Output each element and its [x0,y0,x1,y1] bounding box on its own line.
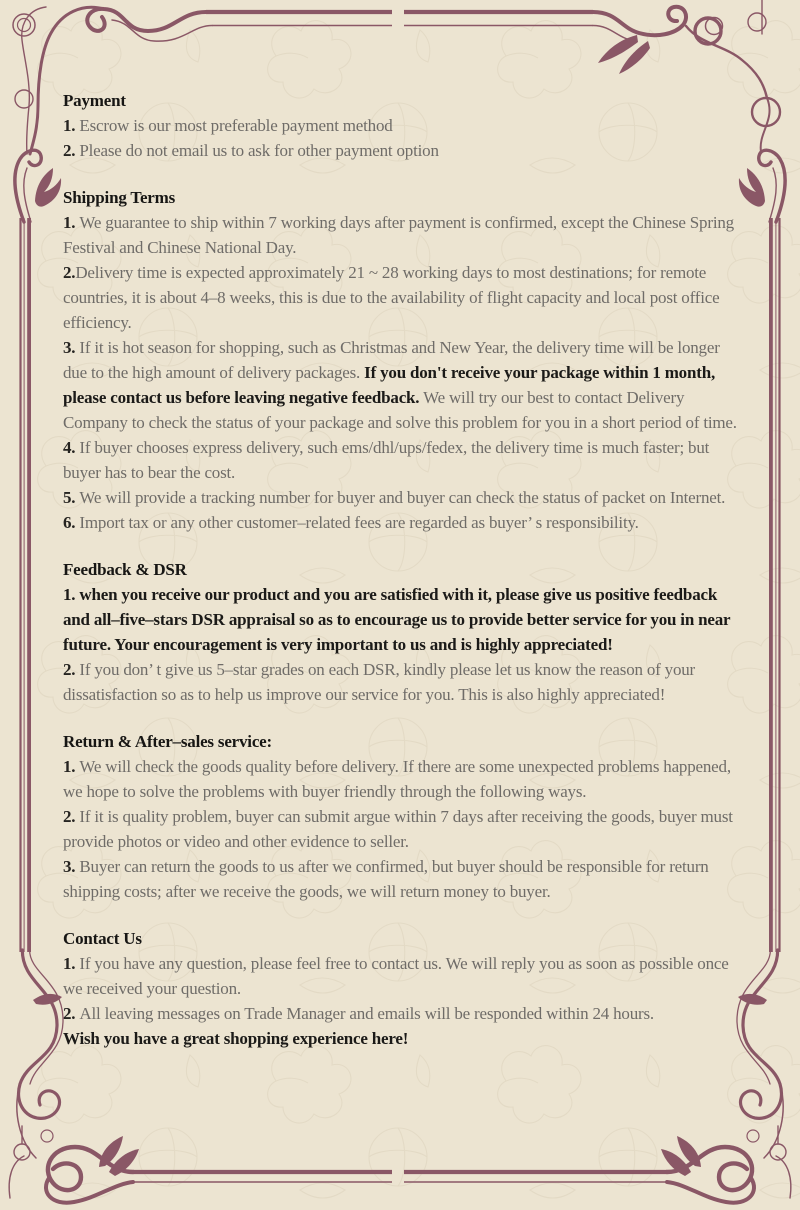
border-bottom-rules [133,1172,667,1182]
item-text: Import tax or any other customer–related fees are regarded as buyer’ s responsibility. [79,513,639,532]
shipping-item-4 [63,435,745,485]
item-text: All leaving messages on Trade Manager and emails will be responded within 24 hours. [79,1004,654,1023]
heading-payment: Payment [63,91,126,110]
shipping-item-5 [63,485,745,510]
item-text: We will provide a tracking number for buyer and buyer can check the status of packet on Internet. [79,488,726,507]
item-text: If you don’ t give us 5–star grades on each DSR, kindly please let us know the reason of your dissatisfaction so as to help us improve our service for you. This is also highly appreciated! [63,660,696,704]
item-number: 2. [63,1004,80,1023]
item-text: Delivery time is expected approximately 21 ~ 28 working days to most destinations; for remote countries, it is about 4–8 weeks, this is due to the availability of flight capacity and local post office efficiency. [63,263,720,332]
item-number: 1. [63,954,80,973]
shipping-item-6 [63,510,745,535]
item-number: 2. [63,660,80,679]
item-text: If it is quality problem, buyer can submit argue within 7 days after receiving the goods, buyer must provide photos or video and other evidence to seller. [63,807,733,851]
item-text: Buyer can return the goods to us after we confirmed, but buyer should be responsible for return shipping costs; after we receive the goods, we will return money to buyer. [63,857,709,901]
item-text: If it is hot season for shopping, such as Christmas and New Year, the delivery time will be longer due to the high amount of delivery packages. [63,338,720,382]
flourish-bottom-left [9,1126,139,1203]
item-number: 1. [63,585,80,604]
item-text: We guarantee to ship within 7 working days after payment is confirmed, except the Chinese Spring Festival and Chinese National Day. [63,213,734,257]
item-number: 3. [63,857,80,876]
payment-item-1 [63,113,745,138]
item-number: 2. [63,141,80,160]
heading-contact-us: Contact Us [63,929,142,948]
return-item-3 [63,854,745,904]
contact-item-2 [63,1001,745,1026]
return-item-2 [63,804,745,854]
payment-item-2 [63,138,745,163]
item-text: If you have any question, please feel free to contact us. We will reply you as soon as possible once we received your question. [63,954,729,998]
contact-item-1 [63,951,745,1001]
item-text: We will check the goods quality before delivery. If there are some unexpected problems happened, we hope to solve the problems with buyer friendly through the following ways. [63,757,731,801]
item-highlight-text: If you don't receive your package within 1 month, please contact us before leaving negative feedback. [63,363,716,407]
item-number: 2. [63,807,80,826]
feedback-item-2 [63,657,745,707]
item-number: 6. [63,513,80,532]
heading-shipping-terms: Shipping Terms [63,188,176,207]
section-return-aftersales [63,729,745,904]
section-payment [63,88,745,163]
item-number: 3. [63,338,80,357]
shipping-item-1 [63,210,745,260]
heading-feedback-dsr: Feedback & DSR [63,560,187,579]
closing-message: Wish you have a great shopping experience here! [63,1029,409,1048]
border-top-rules [206,12,593,26]
item-number: 5. [63,488,80,507]
item-number: 1. [63,213,80,232]
section-shipping-terms [63,185,745,535]
flourish-bottom-right [661,1126,791,1203]
item-number: 4. [63,438,80,457]
policy-content [63,88,745,1073]
shipping-item-3 [63,335,745,435]
item-text: when you receive our product and you are satisfied with it, please give us positive feedback and all–five–stars DSR appraisal so as to encourage us to provide better service for you in near future. Your encouragement is very important to us and is highly appreciated! [63,585,731,654]
side-border-left [15,150,63,1158]
heading-return-aftersales: Return & After–sales service: [63,732,272,751]
section-contact-us [63,926,745,1051]
return-item-1 [63,754,745,804]
shipping-item-2 [63,260,745,335]
item-number: 1. [63,116,80,135]
item-text: Please do not email us to ask for other payment option [79,141,439,160]
feedback-item-1 [63,582,745,657]
section-feedback-dsr [63,557,745,707]
item-number: 2. [63,263,76,282]
item-text: Escrow is our most preferable payment method [79,116,393,135]
item-number: 1. [63,757,80,776]
item-text: We will try our best to contact Delivery Company to check the status of your package and solve this problem for you in a short period of time. [63,388,737,432]
item-text: If buyer chooses express delivery, such ems/dhl/ups/fedex, the delivery time is much faster; but buyer has to bear the cost. [63,438,710,482]
